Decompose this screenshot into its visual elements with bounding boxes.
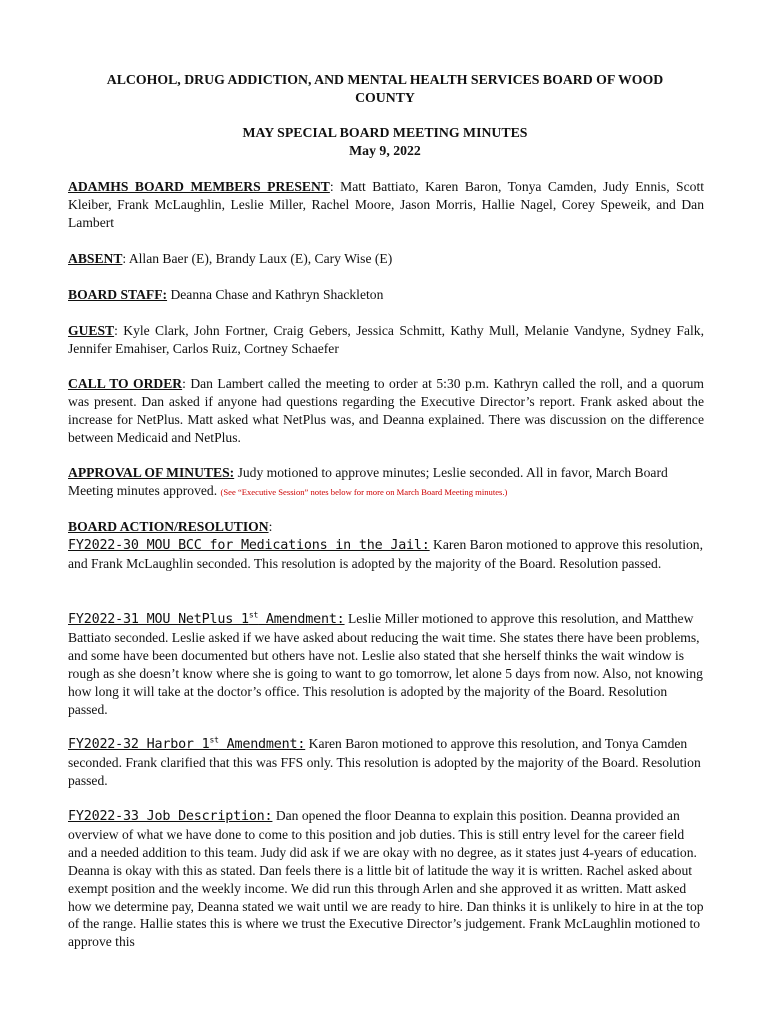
absent-section (68, 250, 704, 268)
meeting-date: May 9, 2022 (349, 143, 421, 158)
resolution-32-section (68, 735, 704, 790)
members-present-section (68, 178, 704, 232)
guest-section (68, 322, 704, 358)
resolution-31-section (68, 610, 704, 718)
resolution-32-title-pre: FY2022-32 Harbor 1 (68, 737, 210, 752)
resolution-30-text: Karen Baron motioned to approve this resolution, and Frank McLaughlin seconded. This resolution is adopted by the majority of the Board. Resolution passed. (68, 536, 703, 571)
approval-section (68, 464, 704, 502)
resolution-32-text: Karen Baron motioned to approve this resolution, and Tonya Camden seconded. Frank clarified that this was FFS only. This resolution is adopted by the majority of the Board. Resolution passed. (68, 736, 701, 788)
resolution-31-title-post: Amendment: (258, 612, 345, 627)
resolution-30-title: FY2022-30 MOU BCC for Medications in the Jail: (68, 537, 430, 553)
meeting-title-block (60, 124, 710, 160)
guest-text: : Kyle Clark, John Fortner, Craig Gebers, Jessica Schmitt, Kathy Mull, Melanie Vandyne, Sydney Falk, Jennifer Emahiser, Carlos Ruiz, Cortney Schaefer (68, 323, 704, 356)
guest-label: GUEST (68, 323, 115, 338)
resolution-32-title-post: Amendment: (218, 737, 306, 752)
resolution-32-title-sup: st (209, 735, 219, 745)
call-to-order-label: CALL TO ORDER (68, 376, 183, 391)
board-staff-section (68, 286, 704, 304)
resolution-32-title (68, 737, 305, 752)
board-action-section (68, 518, 704, 573)
approval-label: APPROVAL OF MINUTES: (68, 465, 235, 480)
resolution-31-text: Leslie Miller motioned to approve this resolution, and Matthew Battiato seconded. Leslie asked if we have asked about reducing the wait time. She states there have been problems, and some have been documented but others have not. Leslie also stated that she herself thinks the wait window is rough as she doesn’t know where she is going to want to go tomorrow, let alone 5 days from now. Also, not knowing how long it will take at the doctor’s office. This resolution is adopted by the majority of the Board. Resolution passed. (68, 611, 703, 717)
board-action-suffix: : (268, 519, 273, 534)
org-name-line2: COUNTY (355, 90, 415, 105)
call-to-order-section (68, 375, 704, 447)
board-staff-label: BOARD STAFF: (68, 287, 168, 302)
members-present-label: ADAMHS BOARD MEMBERS PRESENT (68, 179, 330, 194)
absent-text: : Allan Baer (E), Brandy Laux (E), Cary Wise (E) (122, 251, 393, 266)
approval-text: Judy motioned to approve minutes; Leslie seconded. All in favor, March Board Meeting minutes approved. (68, 465, 668, 498)
resolution-31-title-sup: st (248, 610, 259, 620)
absent-label: ABSENT (68, 251, 123, 266)
board-action-label: BOARD ACTION/RESOLUTION (68, 519, 269, 534)
resolution-33-title: FY2022-33 Job Description: (68, 809, 273, 824)
resolution-31-title-pre: FY2022-31 MOU NetPlus 1 (68, 612, 249, 627)
org-name-line1: ALCOHOL, DRUG ADDICTION, AND MENTAL HEALTH SERVICES BOARD OF WOOD (106, 72, 664, 87)
resolution-33-text: Dan opened the floor Deanna to explain this position. Deanna provided an overview of what we have done to come to this position and job duties. This is still entry level for the career field and a needed addition to this team. Judy did ask if we are okay with no degree, as it states just 4-years of education. Deanna is okay with this as stated. Dan feels there is a little bit of latitude the way it is written. Rachel asked about exempt position and the weekly income. We did run this through Arlen and she approved it as written. Matt asked how we determine pay, Deanna stated we wait until we are ready to hire. Dan thinks it is unlikely to hire in at the top of the range. Hallie states this is where we trust the Executive Director’s judgement. Frank McLaughlin motioned to approve this (68, 808, 704, 950)
resolution-31-title (68, 612, 345, 627)
call-to-order-text: : Dan Lambert called the meeting to order at 5:30 p.m. Kathryn called the roll, and a quorum was present. Dan asked if anyone had questions regarding the Executive Director’s report. Frank asked about the increase for NetPlus. Matt asked what NetPlus was, and Deanna explained. There was discussion on the difference between Medicaid and NetPlus. (68, 376, 704, 445)
approval-note: (See “Executive Session” notes below for more on March Board Meeting minutes.) (220, 486, 508, 497)
members-present-text: : Matt Battiato, Karen Baron, Tonya Camden, Judy Ennis, Scott Kleiber, Frank McLaughlin, Leslie Miller, Rachel Moore, Jason Morris, Hallie Nagel, Corey Speweik, and Dan Lambert (68, 179, 705, 230)
meeting-title: MAY SPECIAL BOARD MEETING MINUTES (242, 125, 528, 140)
org-header (60, 71, 710, 107)
resolution-33-section (68, 807, 704, 951)
board-staff-text: Deanna Chase and Kathryn Shackleton (167, 287, 384, 302)
